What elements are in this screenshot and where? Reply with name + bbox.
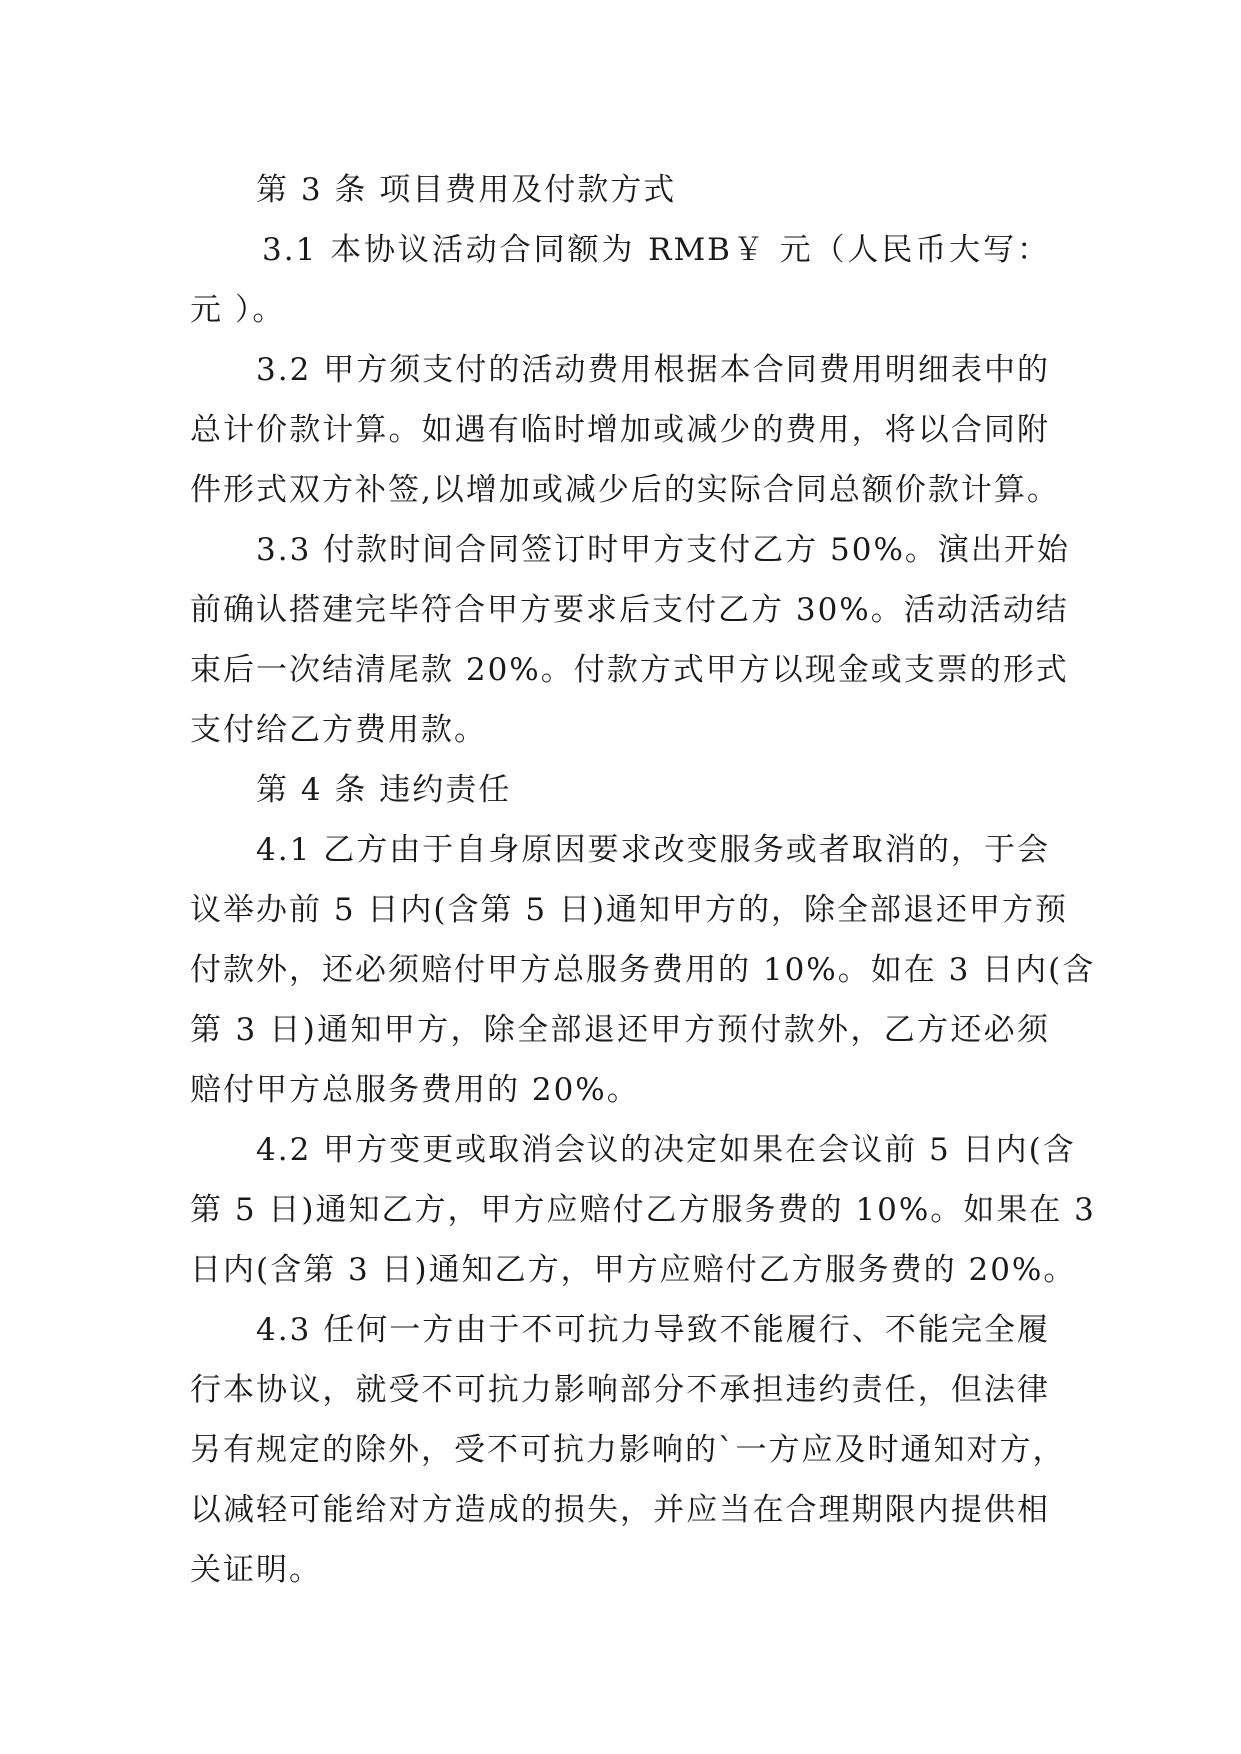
clause-4-3-line-3: 另有规定的除外，受不可抗力影响的`一方应及时通知对方， [190,1432,1066,1468]
clause-3-1-line-2: 元 ）。 [190,292,286,328]
document-body [190,160,1096,1600]
clause-4-2-line-1: 4.2 甲方变更或取消会议的决定如果在会议前 5 日内(含 [256,1132,1076,1168]
clause-3-1-line-1: 3.1 本协议活动合同额为 RMB￥ 元（人民币大写： [262,232,1050,268]
clause-3-3-line-1: 3.3 付款时间合同签订时甲方支付乙方 50%。演出开始 [256,532,1070,568]
clause-4-3-line-5: 关证明。 [190,1552,322,1588]
clause-4-1-line-1: 4.1 乙方由于自身原因要求改变服务或者取消的，于会 [256,832,1050,868]
clause-4-1-line-4: 第 3 日)通知甲方，除全部退还甲方预付款外，乙方还必须 [190,1012,1050,1048]
clause-4-2-line-2: 第 5 日)通知乙方，甲方应赔付乙方服务费的 10%。如果在 3 [190,1192,1096,1228]
clause-4-1-line-3: 付款外，还必须赔付甲方总服务费用的 10%。如在 3 日内(含 [190,952,1096,988]
clause-4-3-line-2: 行本协议，就受不可抗力影响部分不承担违约责任，但法律 [190,1372,1050,1408]
clause-3-3-line-3: 束后一次结清尾款 20%。付款方式甲方以现金或支票的形式 [190,652,1069,688]
clause-3-2-line-3: 件形式双方补签,以增加或减少后的实际合同总额价款计算。 [190,472,1060,508]
clause-4-1-line-5: 赔付甲方总服务费用的 20%。 [190,1072,640,1108]
clause-3-3-line-2: 前确认搭建完毕符合甲方要求后支付乙方 30%。活动活动结 [190,592,1069,628]
section-4-heading: 第 4 条 违约责任 [256,772,512,808]
clause-4-2-line-3: 日内(含第 3 日)通知乙方，甲方应赔付乙方服务费的 20%。 [190,1252,1077,1288]
section-3-heading: 第 3 条 项目费用及付款方式 [256,172,677,208]
clause-3-2-line-2: 总计价款计算。如遇有临时增加或减少的费用，将以合同附 [190,412,1050,448]
clause-4-1-line-2: 议举办前 5 日内(含第 5 日)通知甲方的，除全部退还甲方预 [190,892,1069,928]
clause-3-2-line-1: 3.2 甲方须支付的活动费用根据本合同费用明细表中的 [256,352,1050,388]
clause-3-3-line-4: 支付给乙方费用款。 [190,712,487,748]
clause-4-3-line-4: 以减轻可能给对方造成的损失，并应当在合理期限内提供相 [190,1492,1050,1528]
clause-4-3-line-1: 4.3 任何一方由于不可抗力导致不能履行、不能完全履 [256,1312,1050,1348]
